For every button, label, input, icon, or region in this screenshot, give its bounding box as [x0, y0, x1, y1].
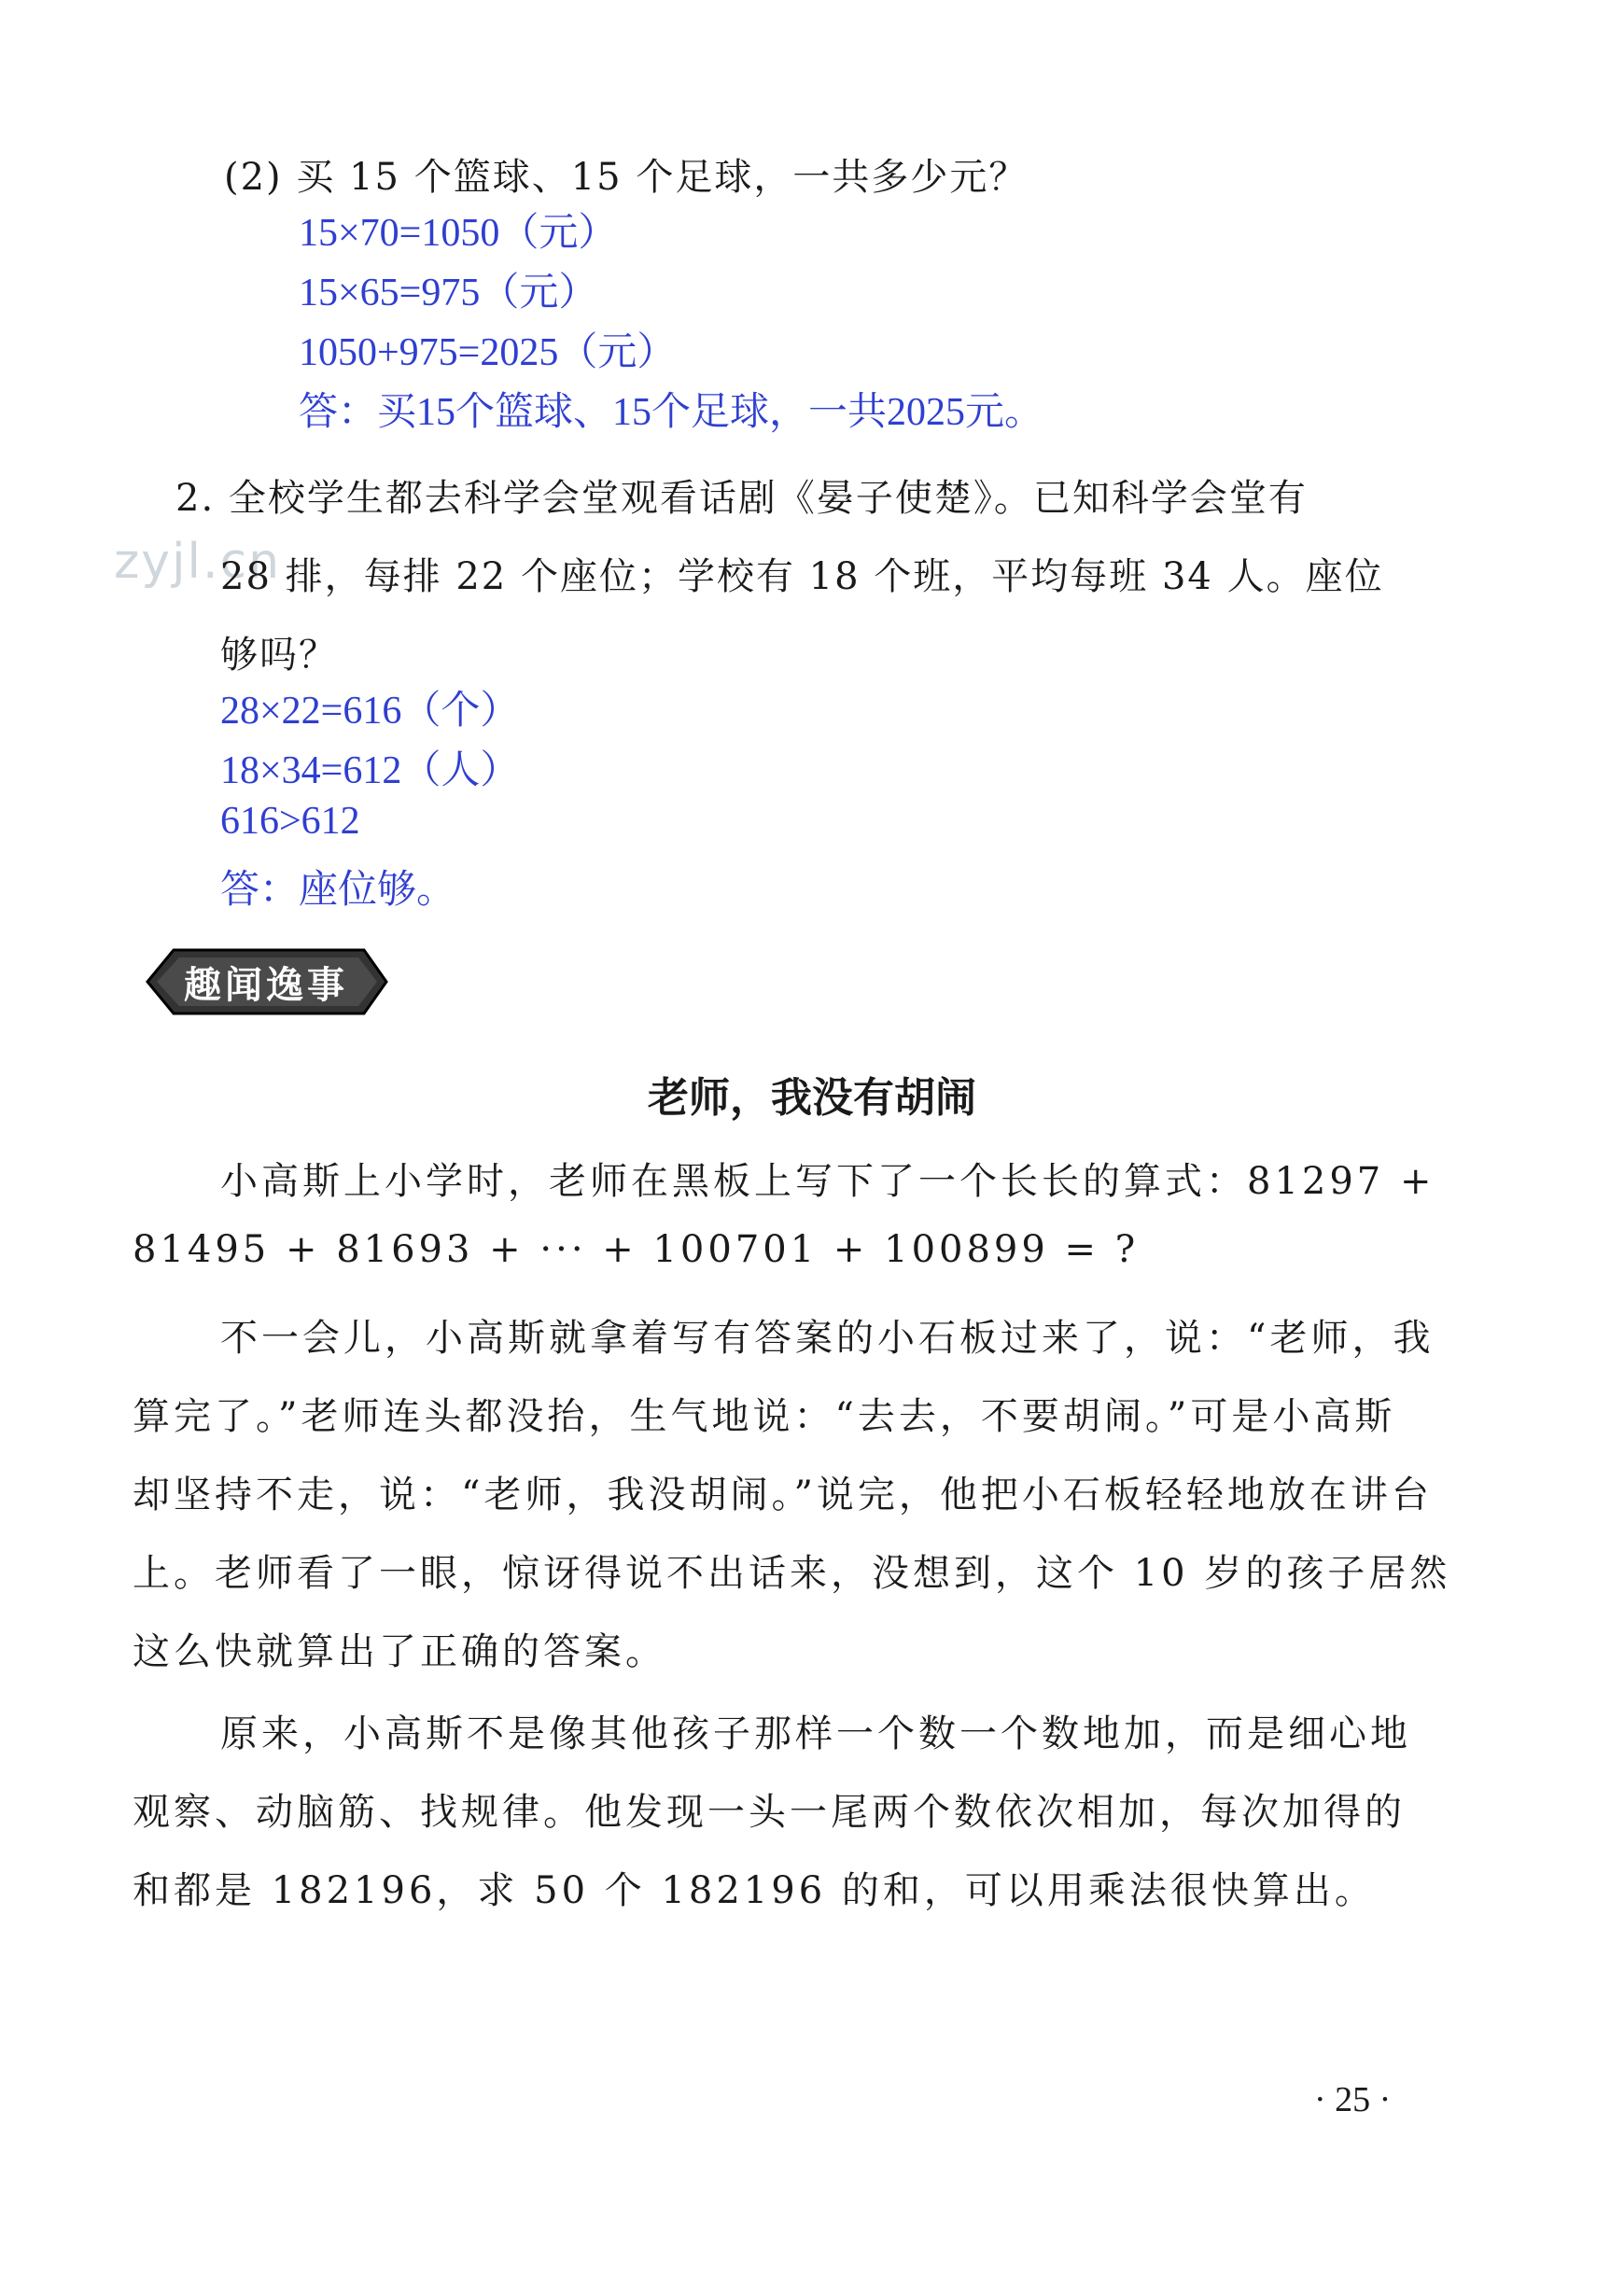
- story-line: 算完了。”老师连头都没抬，生气地说：“去去，不要胡闹。”可是小高斯: [133, 1395, 1396, 1438]
- story-line: 观察、动脑筋、找规律。他发现一头一尾两个数依次相加，每次加得的: [133, 1791, 1406, 1834]
- story-line: 不一会儿，小高斯就拿着写有答案的小石板过来了，说：“老师，我: [220, 1317, 1435, 1360]
- story-title: 老师，我没有胡闹: [648, 1074, 976, 1122]
- answer-line: 28×22=616（个）: [220, 690, 520, 733]
- problem-2-line-2: 28 排，每排 22 个座位；学校有 18 个班，平均每班 34 人。座位: [220, 555, 1384, 598]
- section-badge-label: 趣闻逸事: [184, 963, 348, 1007]
- watermark: zyjl.cn: [114, 534, 282, 590]
- answer-line: 18×34=612（人）: [220, 749, 520, 792]
- story-line: 原来，小高斯不是像其他孩子那样一个数一个数地加，而是细心地: [220, 1712, 1411, 1755]
- page-number: · 25 ·: [1314, 2080, 1392, 2119]
- answer-statement: 答：买15个篮球、15个足球，一共2025元。: [299, 391, 1044, 434]
- story-line: 81495 + 81693 + ··· + 100701 + 100899 = ?: [133, 1228, 1140, 1271]
- answer-line: 1050+975=2025（元）: [299, 331, 677, 374]
- answer-line: 15×70=1050（元）: [299, 212, 618, 255]
- story-line: 却坚持不走，说：“老师，我没胡闹。”说完，他把小石板轻轻地放在讲台: [133, 1474, 1433, 1516]
- story-line: 和都是 182196，求 50 个 182196 的和，可以用乘法很快算出。: [133, 1869, 1376, 1912]
- problem-2-line-1: 2. 全校学生都去科学会堂观看话剧《晏子使楚》。已知科学会堂有: [175, 477, 1308, 520]
- story-line: 上。老师看了一眼，惊讶得说不出话来，没想到，这个 10 岁的孩子居然: [133, 1552, 1451, 1595]
- story-line: 这么快就算出了正确的答案。: [133, 1630, 666, 1673]
- problem-2-line-3: 够吗？: [220, 634, 338, 677]
- answer-line: 616>612: [220, 800, 360, 843]
- section-badge: [140, 944, 392, 1019]
- question-2-text: (2) 买 15 个篮球、15 个足球，一共多少元？: [224, 156, 1029, 199]
- story-line: 小高斯上小学时，老师在黑板上写下了一个长长的算式：81297 +: [220, 1160, 1435, 1203]
- answer-line: 15×65=975（元）: [299, 272, 598, 314]
- answer-statement: 答：座位够。: [220, 869, 456, 912]
